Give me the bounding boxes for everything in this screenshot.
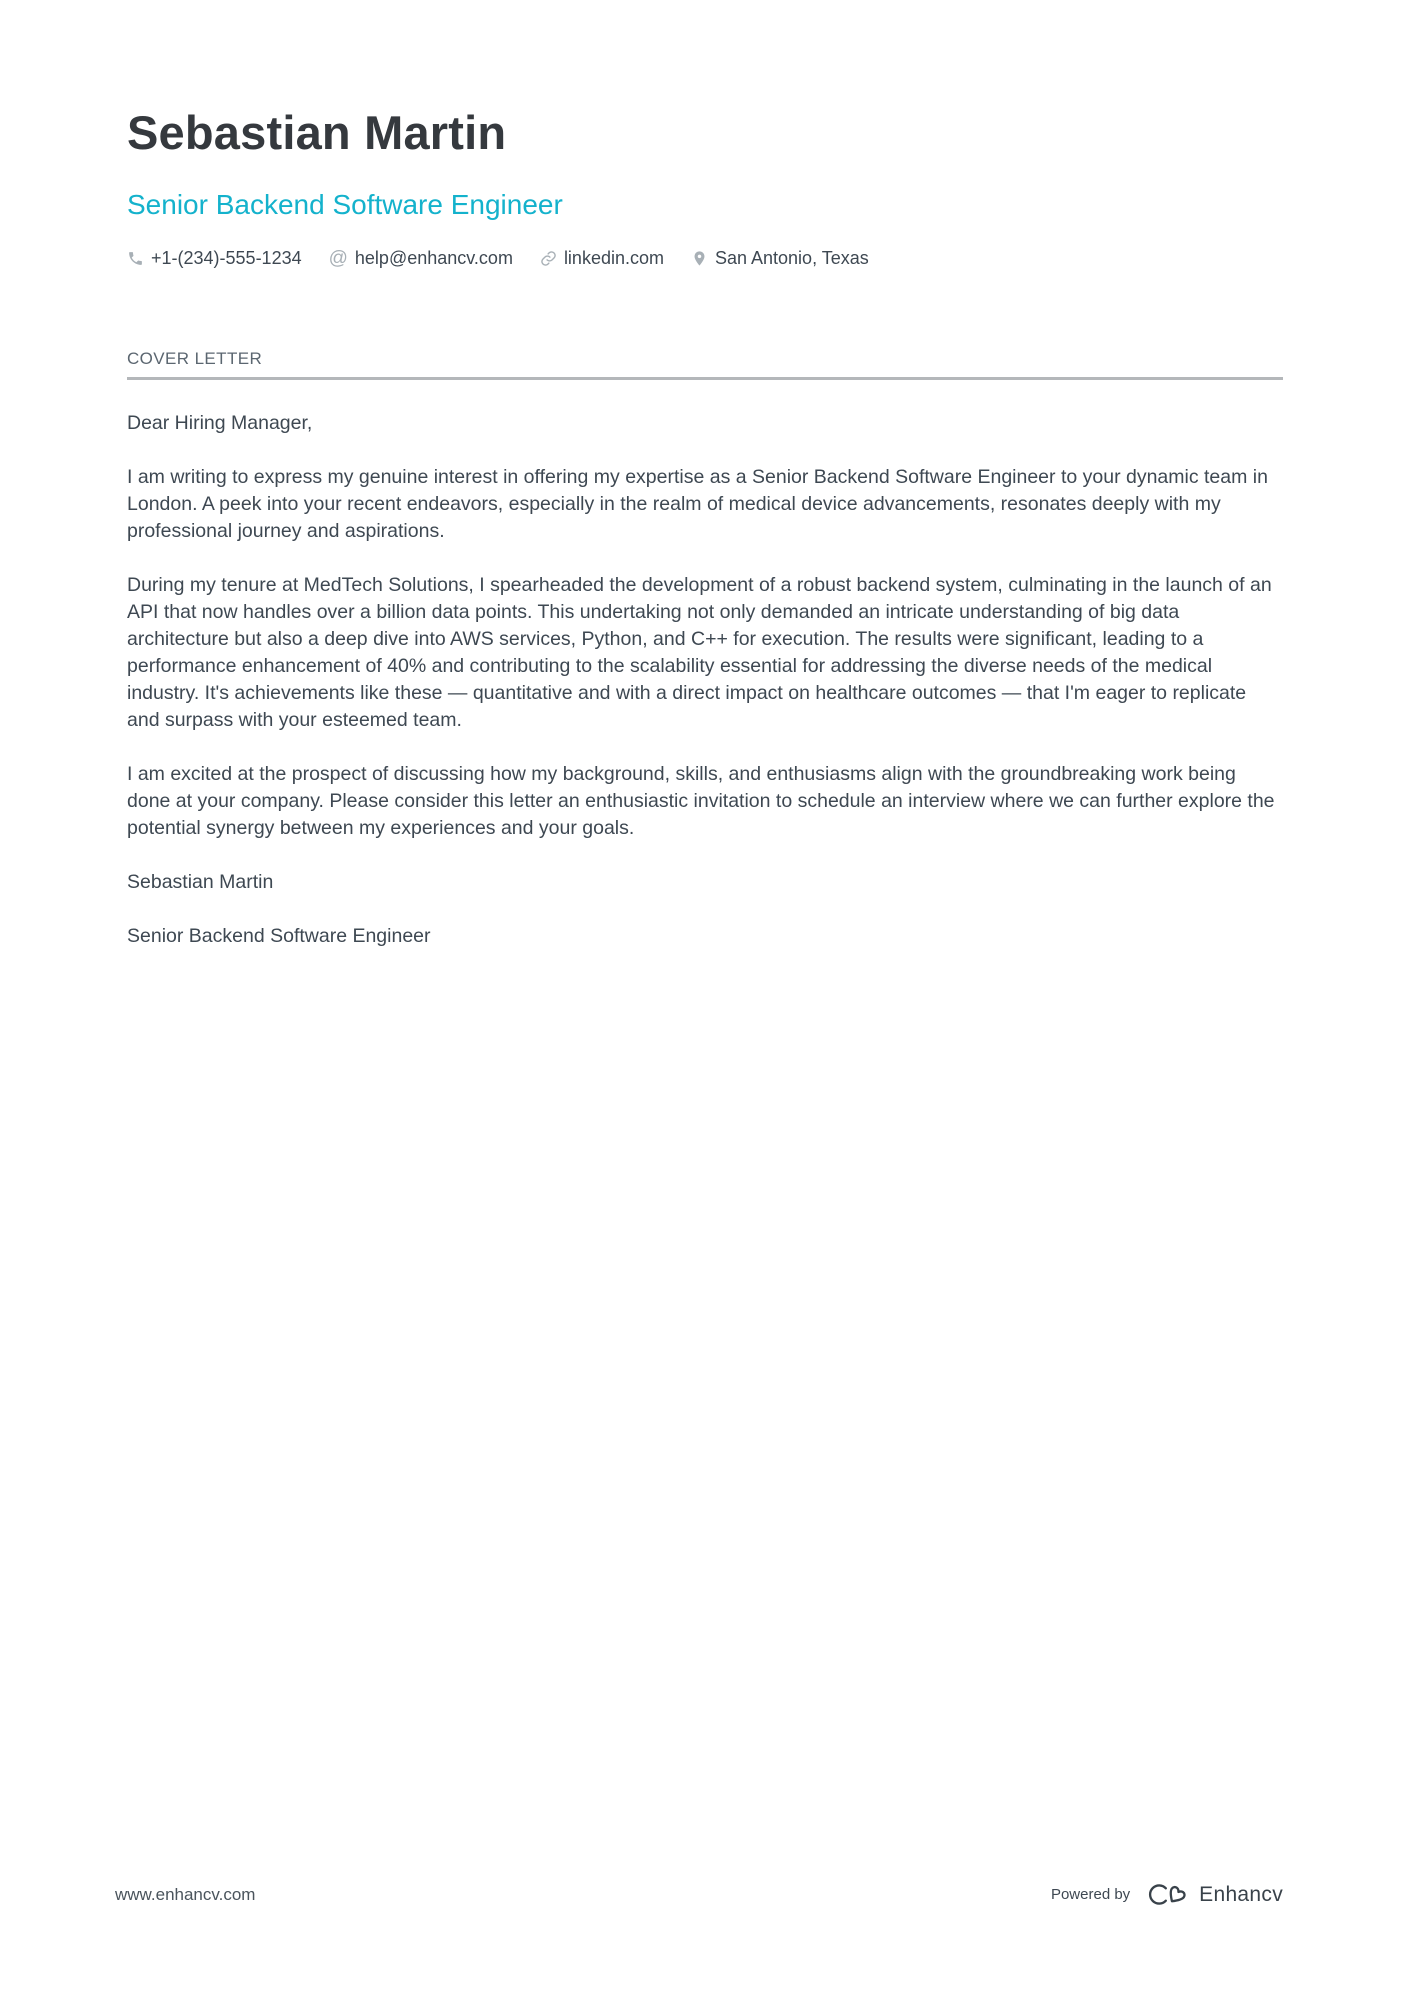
paragraph: I am excited at the prospect of discussing how my background, skills, and enthusiasms align with the groundbreaking work being done at your company. Please consider this letter an enthusiastic invitation to schedule an interview where we can further explore the potential synergy between my experiences and your goals. bbox=[127, 763, 1275, 839]
section-label-cover-letter: COVER LETTER bbox=[127, 349, 263, 368]
contact-email-text[interactable]: help@enhancv.com bbox=[354, 248, 513, 268]
at-icon: @ bbox=[328, 248, 348, 269]
signature-name: Sebastian Martin bbox=[127, 871, 274, 893]
paragraph: During my tenure at MedTech Solutions, I spearheaded the development of a robust backend system, culminating in the launch of an API that now handles over a billion data points. This undertaking not only demanded an intricate understanding of big data architecture but also a deep dive into AWS services, Python, and C++ for execution. The results were significant, leading to a performance enhancement of 40% and contributing to the scalability essential for addressing the diverse needs of the medical industry. It's achievements like these — quantitative and with a direct impact on healthcare outcomes — that I'm eager to replicate and surpass with your esteemed team. bbox=[127, 574, 1272, 731]
powered-by-label: Powered by bbox=[1050, 1886, 1131, 1903]
link-icon bbox=[540, 250, 557, 267]
contact-linkedin-text[interactable]: linkedin.com bbox=[563, 248, 664, 268]
contact-item-email[interactable] bbox=[329, 248, 513, 269]
enhancv-logo-icon bbox=[1144, 1880, 1190, 1909]
page-footer bbox=[115, 1880, 1283, 1909]
enhancv-brand-text[interactable]: Enhancv bbox=[1199, 1882, 1283, 1906]
contact-item-linkedin[interactable] bbox=[540, 248, 664, 269]
contact-row bbox=[127, 248, 1283, 269]
enhancv-brand-link[interactable] bbox=[1144, 1880, 1283, 1909]
signature-title: Senior Backend Software Engineer bbox=[127, 925, 431, 947]
contact-location-text: San Antonio, Texas bbox=[714, 248, 869, 268]
website-link[interactable]: www.enhancv.com bbox=[115, 1884, 256, 1904]
person-name: Sebastian Martin bbox=[127, 106, 507, 159]
powered-by-block bbox=[1051, 1880, 1283, 1909]
paragraph: I am writing to express my genuine interest in offering my expertise as a Senior Backend Software Engineer to your dynamic team in London. A peek into your recent endeavors, especially in the realm of medical device advancements, resonates deeply with my professional journey and aspirations. bbox=[127, 466, 1268, 542]
section-divider bbox=[127, 377, 1283, 380]
person-title: Senior Backend Software Engineer bbox=[127, 189, 563, 220]
location-icon bbox=[691, 250, 708, 267]
salutation: Dear Hiring Manager, bbox=[127, 412, 313, 434]
contact-item-phone bbox=[127, 248, 302, 269]
contact-phone-text: +1-(234)-555-1234 bbox=[151, 248, 302, 268]
contact-item-location bbox=[691, 248, 869, 269]
phone-icon bbox=[127, 250, 144, 267]
letter-body bbox=[127, 410, 1283, 950]
